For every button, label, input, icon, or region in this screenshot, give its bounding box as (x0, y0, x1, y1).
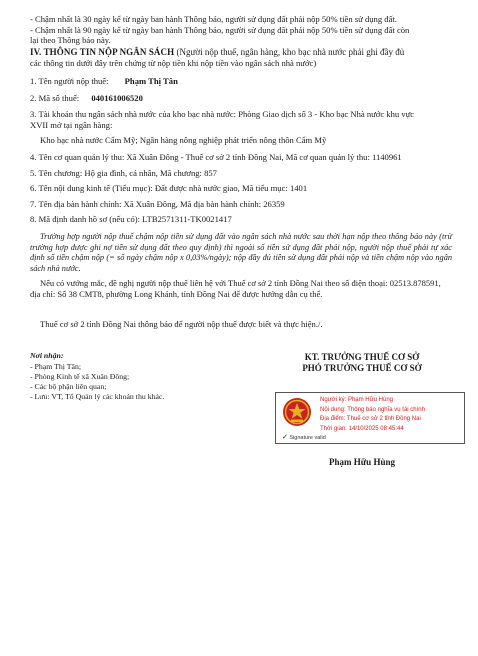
payment-deadline-90-days: - Chậm nhất là 90 ngày kể từ ngày ban hành Thông báo, người sử dụng đất phải nộp 50% tiền sử dụng đất còn (30, 25, 410, 35)
recipient-item: - Phòng Kinh tế xã Xuân Đông; (30, 372, 130, 381)
signer-line: Người ký: Phạm Hữu Hùng (320, 397, 393, 403)
closing-statement: Thuế cơ sở 2 tỉnh Đồng Nai thông báo để người nộp thuế được biết và thực hiện./. (40, 319, 323, 329)
late-payment-note: Trường hợp người nộp thuế chậm nộp tiền sử dụng đất vào ngân sách nhà nước sau thời hạn nộp theo thông báo này (trừ trường hợp được ghi nợ tiền sử dụng đất theo quy định) thì ngoài số tiền sử dụng đất phải nộp, người nộp thuế phải tự xác định số tiền chậm nộp (= số ngày chậm nộp x 0,03%/ngày); nộp đầy đủ tiền sử dụng đất phải nộp và tiền chậm nộp vào ngân sách nhà nước. (30, 232, 452, 273)
section-iv-heading (30, 47, 452, 58)
signature-title-2: PHÓ TRƯỞNG THUẾ CƠ SỞ (302, 363, 422, 373)
contact-paragraph: Nếu có vướng mắc, đề nghị người nộp thuế liên hệ với Thuế cơ sở 2 tỉnh Đồng Nai theo số điện thoại: 02513.878591, địa chỉ: Số 38 CMT8, phường Long Khánh, tỉnh Đồng Nai để được hướng dẫn cụ thể. (30, 278, 441, 299)
recipient-item: - Phạm Thị Tân; (30, 362, 82, 371)
treasury-account-line2: XVII mở tại ngân hàng: (30, 120, 113, 130)
check-mark-icon: ✓ (282, 434, 288, 441)
recipient-item: - Các bộ phận liên quan; (30, 382, 107, 391)
economic-content-row: 6. Tên nội dung kinh tế (Tiểu mục): Đất được nhà nước giao, Mã tiểu mục: 1401 (30, 183, 308, 193)
treasury-bank-names: Kho bạc nhà nước Cẩm Mỹ; Ngân hàng nông nghiệp phát triển nông thôn Cẩm Mỹ (40, 135, 327, 145)
signature-valid-label: Signature valid (289, 435, 326, 441)
section-iv-intro-line2: các thông tin dưới đây trên chứng từ nộp tiền khi nộp tiền vào ngân sách nhà nước) (30, 58, 317, 68)
collecting-agency-row: 4. Tên cơ quan quản lý thu: Xã Xuân Đông - Thuế cơ sở 2 tỉnh Đồng Nai, Mã cơ quan quản lý thu: 1140961 (30, 152, 402, 162)
national-emblem-seal-icon (282, 397, 312, 427)
section-iv-title: IV. THÔNG TIN NỘP NGÂN SÁCH (30, 47, 175, 57)
signer-name: Phạm Hữu Hùng (329, 457, 395, 467)
taxpayer-name-label: 1. Tên người nộp thuế: (30, 76, 109, 86)
taxpayer-name-row (30, 76, 452, 87)
digital-signature-box[interactable] (275, 392, 465, 444)
administrative-area-row: 7. Tên địa bàn hành chính: Xã Xuân Đông, Mã địa bàn hành chính: 26359 (30, 199, 285, 209)
signature-details (320, 396, 425, 434)
dossier-id-row: 8. Mã định danh hồ sơ (nếu có): LTB2571311-TK0021417 (30, 214, 232, 224)
payment-deadline-90-days-continued: lại theo Thông báo này. (30, 35, 111, 45)
payment-deadline-30-days: - Chậm nhất là 30 ngày kể từ ngày ban hành Thông báo, người sử dụng đất phải nộp 50% tiền sử dụng đất. (30, 14, 397, 24)
tax-code-row (30, 93, 452, 104)
place-line: Địa điểm: Thuế cơ sở 2 tỉnh Đồng Nai (320, 416, 421, 423)
tax-code-value: 040161006520 (91, 93, 143, 103)
tax-code-label: 2. Mã số thuế: (30, 93, 80, 103)
content-line: Nội dung: Thông báo nghĩa vụ tài chính (320, 406, 425, 413)
taxpayer-name-value: Phạm Thị Tân (124, 76, 178, 86)
recipients-title: Nơi nhận: (30, 351, 64, 360)
recipient-item: - Lưu: VT, Tổ Quản lý các khoản thu khác. (30, 392, 165, 401)
chapter-row: 5. Tên chương: Hộ gia đình, cá nhân, Mã chương: 857 (30, 168, 217, 178)
treasury-account-line1: 3. Tài khoản thu ngân sách nhà nước của kho bạc nhà nước: Phòng Giao dịch số 3 - Kho bạc Nhà nước khu vực (30, 109, 415, 119)
section-iv-intro: (Người nộp thuế, ngân hàng, kho bạc nhà nước phải ghi đầy đủ (174, 47, 405, 57)
time-line: Thời gian: 14/10/2025 08:45:44 (320, 425, 404, 432)
signature-title-1: KT. TRƯỞNG THUẾ CƠ SỞ (304, 352, 420, 362)
